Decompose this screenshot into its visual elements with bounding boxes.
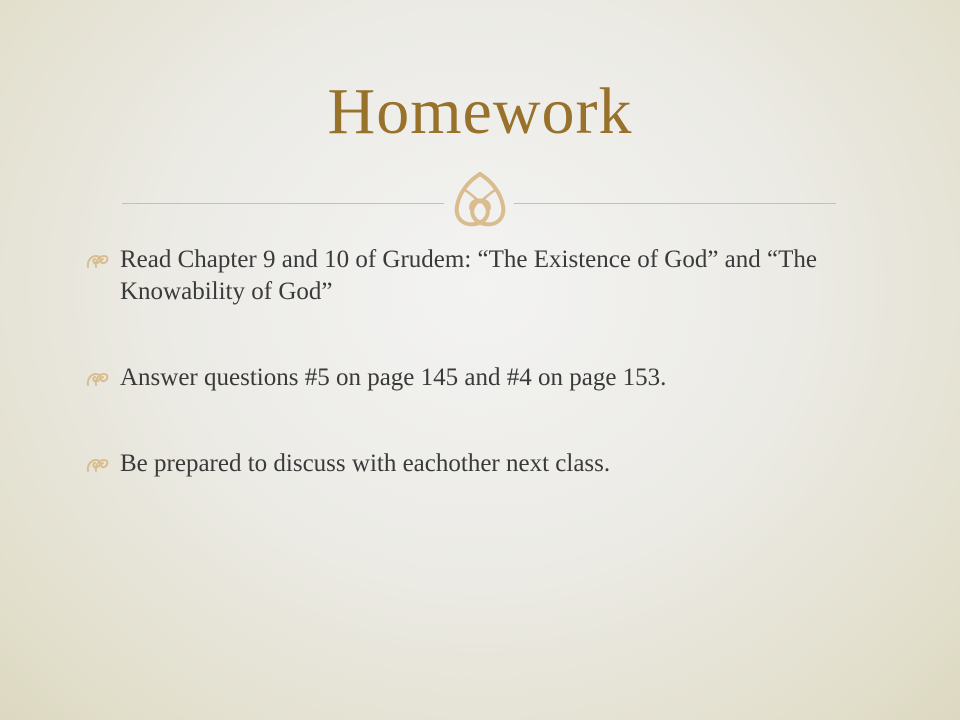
- title-divider-left: [122, 203, 444, 204]
- bullet-item: [84, 448, 864, 480]
- bullet-item: [84, 362, 864, 394]
- ornament-bullet-icon: [84, 370, 110, 388]
- bullet-text: Answer questions #5 on page 145 and #4 on page 153.: [120, 364, 667, 391]
- bullet-text: Read Chapter 9 and 10 of Grudem: “The Existence of God” and “The Knowability of God”: [120, 246, 817, 305]
- title-divider-right: [514, 203, 836, 204]
- slide-title: Homework: [327, 75, 633, 148]
- bullet-text: Be prepared to discuss with eachother next class.: [120, 450, 611, 477]
- ornament-icon: [447, 170, 513, 232]
- bullet-list: [84, 244, 864, 480]
- ornament-bullet-icon: [84, 252, 110, 270]
- bullet-item: [84, 244, 864, 308]
- ornament-bullet-icon: [84, 456, 110, 474]
